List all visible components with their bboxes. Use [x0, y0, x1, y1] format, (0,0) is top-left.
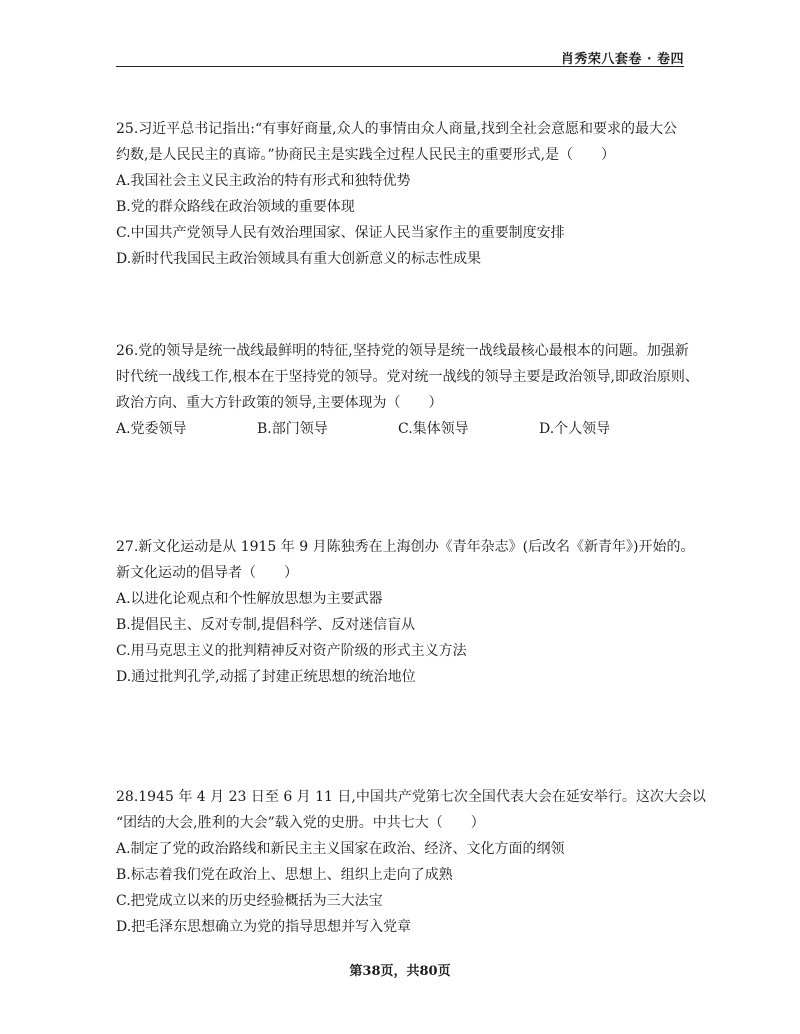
question-stem-line: “团结的大会,胜利的大会”载入党的史册。中共七大（ ） — [116, 815, 485, 831]
question-26 — [116, 338, 699, 442]
question-28 — [116, 784, 706, 940]
question-25 — [116, 116, 686, 272]
options-row — [116, 416, 686, 442]
option-a: A.制定了党的政治路线和新民主主义国家在政治、经济、文化方面的纲领 — [116, 841, 565, 857]
option-d: D.通过批判孔学,动摇了封建正统思想的统治地位 — [116, 669, 416, 685]
question-27 — [116, 534, 695, 690]
option-a: A.以进化论观点和个性解放思想为主要武器 — [116, 591, 383, 607]
option-c: C.集体领导 — [398, 421, 469, 437]
option-d: D.把毛泽东思想确立为党的指导思想并写入党章 — [116, 919, 412, 935]
header-title: 肖秀荣八套卷 · 卷四 — [560, 52, 684, 67]
option-a: A.我国社会主义民主政治的特有形式和独特优势 — [116, 173, 411, 189]
question-stem-line: 27.新文化运动是从 1915 年 9 月陈独秀在上海创办《青年杂志》(后改名《新青年》)开始的。 — [116, 539, 695, 555]
option-c: C.把党成立以来的历史经验概括为三大法宝 — [116, 893, 383, 909]
question-stem-line: 28.1945 年 4 月 23 日至 6 月 11 日,中国共产党第七次全国代表大会在延安举行。这次大会以 — [116, 789, 706, 805]
page-number: 第38页，共80页 — [349, 964, 451, 979]
option-d: D.个人领导 — [539, 421, 611, 437]
option-c: C.用马克思主义的批判精神反对资产阶级的形式主义方法 — [116, 643, 467, 659]
header-divider — [116, 66, 684, 67]
option-b: B.部门领导 — [257, 421, 328, 437]
question-stem-line: 政治方向、重大方针政策的领导,主要体现为（ ） — [116, 395, 443, 411]
option-b: B.提倡民主、反对专制,提倡科学、反对迷信盲从 — [116, 617, 416, 633]
option-c: C.中国共产党领导人民有效治理国家、保证人民当家作主的重要制度安排 — [116, 225, 565, 241]
option-b: B.标志着我们党在政治上、思想上、组织上走向了成熟 — [116, 867, 453, 883]
question-stem-line: 时代统一战线工作,根本在于坚持党的领导。党对统一战线的领导主要是政治领导,即政治原则、 — [116, 369, 699, 385]
question-stem-line: 26.党的领导是统一战线最鲜明的特征,坚持党的领导是统一战线最核心最根本的问题。加强新 — [116, 343, 689, 359]
option-d: D.新时代我国民主政治领域具有重大创新意义的标志性成果 — [116, 251, 482, 267]
question-stem-line: 新文化运动的倡导者（ ） — [116, 565, 298, 581]
option-b: B.党的群众路线在政治领域的重要体现 — [116, 199, 355, 215]
question-stem-line: 约数,是人民民主的真谛。”协商民主是实践全过程人民民主的重要形式,是（ ） — [116, 147, 616, 163]
question-stem-line: 25.习近平总书记指出:“有事好商量,众人的事情由众人商量,找到全社会意愿和要求的最大公 — [116, 121, 678, 137]
option-a: A.党委领导 — [116, 421, 187, 437]
